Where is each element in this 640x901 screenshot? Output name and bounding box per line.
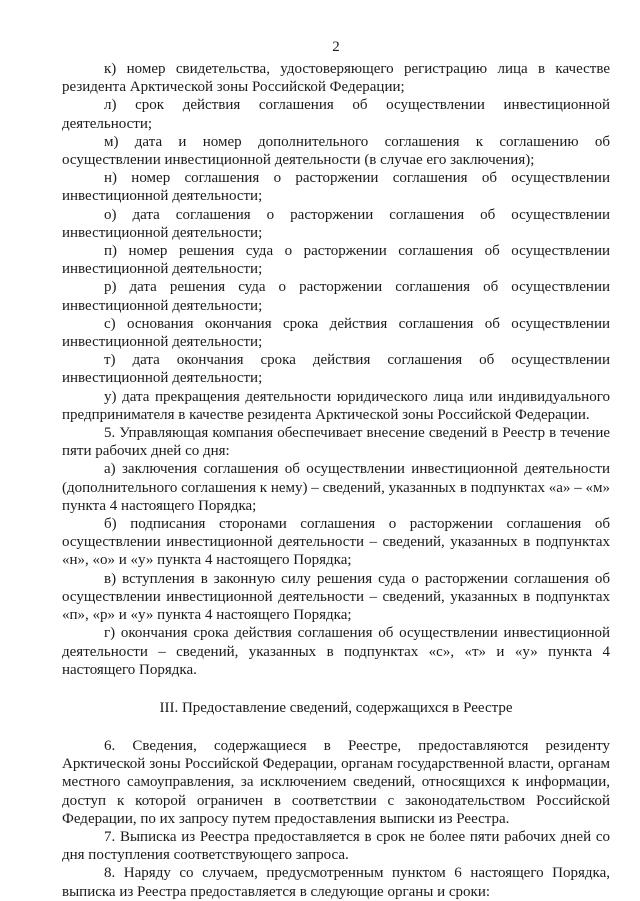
paragraph-6: 6. Сведения, содержащиеся в Реестре, предоставляются резиденту Арктической зоны Российской Федерации, органам государственной власти, органам местного самоуправления, за исключением сведений, относящихся к информации, доступ к которой ограничен в соответствии с законодательством Российской Федерации, по их запросу путем предоставления выписки из Реестра. — [62, 737, 610, 827]
document-body — [62, 60, 610, 901]
document-page — [62, 0, 610, 898]
page-number: 2 — [332, 39, 340, 55]
list-item-r: р) дата решения суда о расторжении соглашения об осуществлении инвестиционной деятельности; — [62, 279, 610, 314]
paragraph-8: 8. Наряду со случаем, предусмотренным пунктом 6 настоящего Порядка, выписка из Реестра предоставляется в следующие органы и сроки: — [62, 865, 610, 900]
paragraph-5-item-v: в) вступления в законную силу решения суда о расторжении соглашения об осуществлении инвестиционной деятельности – сведений, указанных в подпунктах «п», «р» и «у» пункта 4 настоящего Порядка; — [62, 570, 610, 624]
paragraph-5-intro: 5. Управляющая компания обеспечивает внесение сведений в Реестр в течение пяти рабочих дней со дня: — [62, 425, 610, 460]
paragraph-5-item-b: б) подписания сторонами соглашения о расторжении соглашения об осуществлении инвестиционной деятельности – сведений, указанных в подпунктах «н», «о» и «у» пункта 4 настоящего Порядка; — [62, 516, 610, 569]
paragraph-5-item-g: г) окончания срока действия соглашения об осуществлении инвестиционной деятельности – сведений, указанных в подпунктах «с», «т» и «у» пункта 4 настоящего Порядка. — [62, 625, 610, 678]
list-item-u: у) дата прекращения деятельности юридического лица или индивидуального предпринимателя в качестве резидента Арктической зоны Российской Федерации. — [62, 388, 610, 423]
list-item-k: к) номер свидетельства, удостоверяющего регистрацию лица в качестве резидента Арктической зоны Российской Федерации; — [62, 61, 610, 96]
list-item-p: п) номер решения суда о расторжении соглашения об осуществлении инвестиционной деятельности; — [62, 243, 610, 278]
section-heading: III. Предоставление сведений, содержащихся в Реестре — [159, 699, 513, 716]
list-item-s: с) основания окончания срока действия соглашения об осуществлении инвестиционной деятельности; — [62, 315, 610, 351]
paragraph-7: 7. Выписка из Реестра предоставляется в срок не более пяти рабочих дней со дня поступления соответствующего запроса. — [62, 828, 610, 864]
list-item-l: л) срок действия соглашения об осуществлении инвестиционной деятельности; — [62, 97, 610, 132]
paragraph-5-item-a: а) заключения соглашения об осуществлении инвестиционной деятельности (дополнительного соглашения к нему) – сведений, указанных в подпунктах «а» – «м» пункта 4 настоящего Порядка; — [62, 461, 610, 514]
list-item-t: т) дата окончания срока действия соглашения об осуществлении инвестиционной деятельности; — [62, 352, 610, 387]
list-item-m: м) дата и номер дополнительного соглашения к соглашению об осуществлении инвестиционной деятельности (в случае его заключения); — [62, 133, 610, 169]
list-item-o: о) дата соглашения о расторжении соглашения об осуществлении инвестиционной деятельности; — [62, 206, 610, 241]
list-item-n: н) номер соглашения о расторжении соглашения об осуществлении инвестиционной деятельности; — [62, 170, 610, 205]
